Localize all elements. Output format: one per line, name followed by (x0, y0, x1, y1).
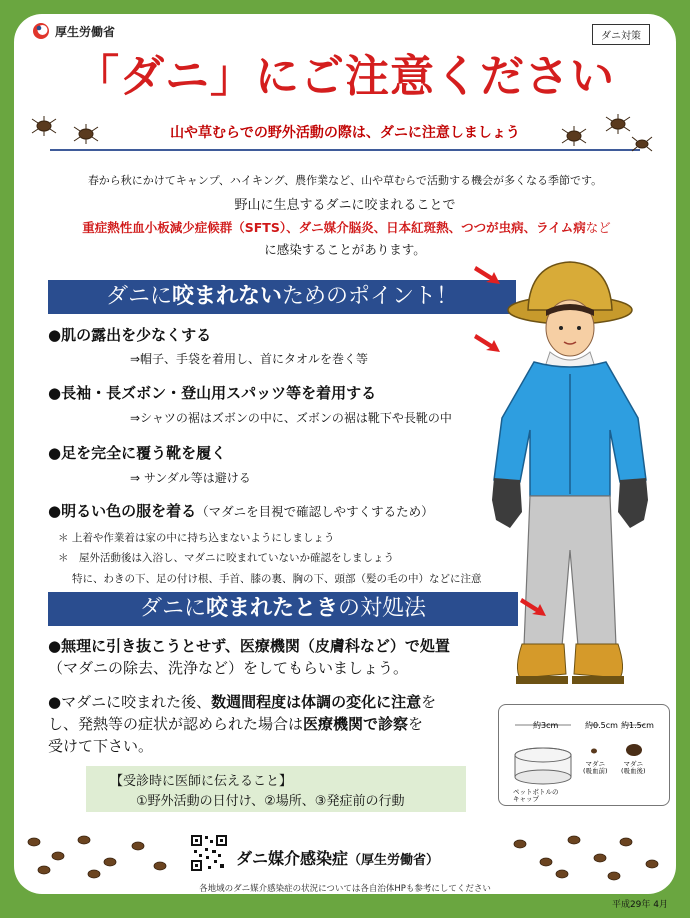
response-watch (48, 692, 488, 757)
tick-icon (88, 870, 100, 878)
point-clothing: ●長袖・長ズボン・登山用スパッツ等を着用する (48, 384, 377, 402)
advice-body: ①野外活動の日付け、②場所、③発症前の行動 (136, 794, 405, 809)
tick-fed-icon (626, 744, 642, 756)
tick-icon (606, 114, 630, 134)
response-banner (48, 592, 518, 626)
response-watch-line2-bold: 医療機関で診察 (303, 714, 409, 733)
qr-code-icon[interactable] (190, 834, 228, 872)
size-cap-label: 約3cm (533, 721, 559, 730)
footer-title-main: ダニ媒介感染症 (236, 849, 349, 868)
flyer-sheet (14, 14, 676, 894)
disease-names: 重症熱性血小板減少症候群（SFTS）、ダニ媒介脳炎、日本紅斑熱、つつが虫病、ライム病 (82, 220, 586, 235)
size-comparison (498, 704, 670, 806)
ministry-logo-icon (32, 22, 50, 40)
response-remove (48, 636, 450, 680)
advice-title: 【受診時に医師に伝えること】 (110, 774, 293, 789)
prevention-banner-post: ためのポイント！ (282, 284, 459, 309)
footer-title-sub: （厚生労働省） (348, 853, 440, 868)
tick-decoration-top (14, 114, 676, 174)
tick-icon (632, 137, 652, 151)
hiker-illustration (470, 250, 670, 700)
tick-icon (104, 858, 116, 866)
size-fed-label: 約1.5cm (621, 721, 654, 730)
response-watch-line2-post: を (408, 714, 424, 733)
response-watch-line3: 受けて下さい。 (48, 736, 154, 755)
response-watch-line2-pre: し、発熱等の症状が認められた場合は (48, 714, 304, 733)
point-shoes-detail: ⇒ サンダル等は避ける (130, 471, 251, 485)
response-watch-bold: 数週間程度は体調の変化に注意 (211, 693, 422, 711)
size-unfed-label: 約0.5cm (585, 721, 618, 730)
tick-icon (78, 836, 90, 844)
note-bath: ＊ 屋外活動後は入浴し、マダニに咬まれていないか確認をしましょう (58, 552, 394, 564)
tick-icon (32, 116, 56, 136)
response-watch-mid: を (421, 693, 437, 711)
tick-icon (594, 854, 606, 862)
page-subtitle: 山や草むらでの野外活動の際は、ダニに注意しましょう (170, 125, 520, 141)
ministry-name: 厚生労働省 (55, 24, 116, 39)
tick-unfed-icon (591, 749, 597, 754)
tick-icon (608, 872, 620, 880)
response-remove-line2: （マダニの除去、洗浄など）をしてもらいましょう。 (48, 658, 409, 677)
tick-icon (74, 124, 98, 144)
response-watch-pre: ●マダニに咬まれた後、 (48, 693, 212, 711)
tick-icon (514, 840, 526, 848)
point-skin: ●肌の露出を少なくする (48, 326, 212, 344)
point-skin-detail: ⇒帽子、手袋を着用し、首にタオルを巻く等 (130, 352, 369, 366)
disease-list (24, 218, 669, 236)
footer-note: 各地域のダニ媒介感染症の状況については各自治体HPも参考にしてください (199, 884, 491, 894)
tick-icon (38, 866, 50, 874)
response-banner-bold: 咬まれたとき (205, 596, 338, 621)
cap-caption: ペットボトルの キャップ (513, 788, 559, 804)
prevention-banner (48, 280, 516, 314)
doctor-advice-box (86, 766, 466, 812)
tick-icon (540, 858, 552, 866)
response-banner-post: の対処法 (338, 596, 427, 621)
point-clothing-detail: ⇒シャツの裾はズボンの中に、ズボンの裾は靴下や長靴の中 (130, 411, 452, 425)
tick-icon (28, 838, 40, 846)
ministry-logo (32, 22, 115, 40)
point-color-note: （マダニを目視で確認しやすくするため） (196, 504, 434, 519)
tick-icon (620, 838, 632, 846)
footer-title[interactable] (236, 846, 439, 869)
topic-tag: ダニ対策 (592, 24, 650, 45)
point-color-text: ●明るい色の服を着る (48, 502, 197, 520)
tick-icon (562, 126, 586, 146)
intro-season: 春から秋にかけてキャンプ、ハイキング、農作業など、山や草むらで活動する機会が多くなる季節です。 (87, 174, 603, 187)
point-color (48, 500, 434, 521)
unfed-caption: マダニ (吸血前) (583, 760, 608, 776)
tick-icon (132, 842, 144, 850)
note-areas: 特に、わきの下、足の付け根、手首、膝の裏、胸の下、頭部（髪の毛の中）などに注意 (72, 573, 482, 585)
page-title: 「ダニ」にご注意ください (75, 51, 615, 102)
tick-icon (568, 836, 580, 844)
tick-icon (154, 862, 166, 870)
prevention-banner-pre: ダニに (105, 284, 172, 309)
disease-suffix: など (585, 220, 611, 235)
response-banner-pre: ダニに (139, 596, 206, 621)
intro-infection: に感染することがあります。 (264, 242, 426, 257)
point-shoes: ●足を完全に覆う靴を履く (48, 444, 227, 462)
response-remove-line1: ●無理に引き抜こうとせず、医療機関（皮膚科など）で処置 (48, 637, 450, 655)
bottle-cap-icon (515, 748, 571, 784)
prevention-banner-bold: 咬まれない (171, 284, 282, 309)
intro-bite: 野山に生息するダニに咬まれることで (234, 198, 456, 213)
tick-icon (646, 860, 658, 868)
tick-icon (52, 852, 64, 860)
issue-date: 平成29年 4月 (611, 900, 668, 910)
fed-caption: マダニ (吸血後) (621, 760, 646, 776)
note-clothes: ＊ 上着や作業着は家の中に持ち込まないようにしましょう (58, 532, 335, 544)
tick-icon (556, 870, 568, 878)
